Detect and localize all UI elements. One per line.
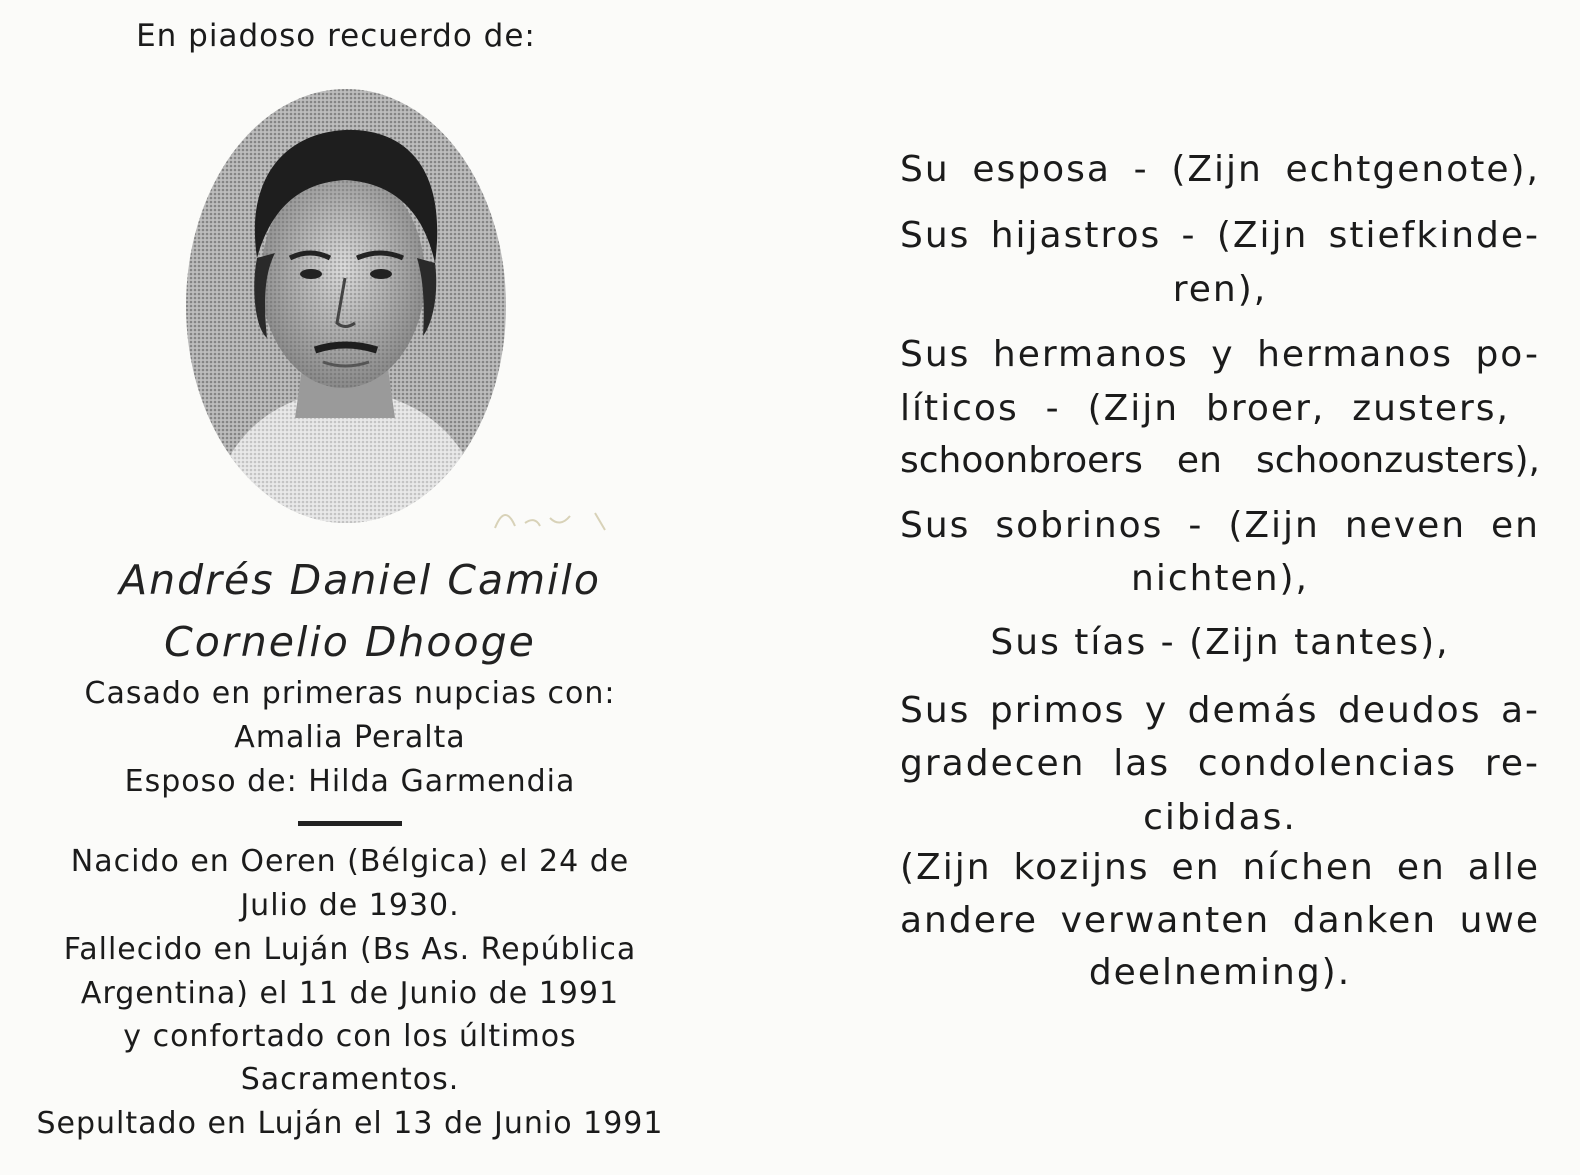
deceased-name-line1: Andrés Daniel Camilo [119,556,601,604]
died-line1: Fallecido en Luján (Bs As. República [63,932,637,967]
born-line2: Julio de 1930. [240,888,460,923]
text-line: Sus tías - (Zijn tantes), [990,622,1450,663]
text-line: Sus hermanos y hermanos po- [900,334,1540,375]
text-line: Su esposa - (Zijn echtgenote), [900,149,1540,190]
born-line1: Nacido en Oeren (Bélgica) el 24 de [70,844,630,879]
died-line2: Argentina) el 11 de Junio de 1991 [80,976,620,1011]
card-heading: En piadoso recuerdo de: [136,18,536,54]
text-line: líticos - (Zijn broer, zusters, [900,388,1510,429]
marriage-label: Casado en primeras nupcias con: [84,676,616,711]
died-line3: y confortado con los últimos [123,1019,577,1054]
text-line: deelneming). [1088,952,1352,993]
text-line: Sus primos y demás deudos a- [900,690,1540,731]
portrait-photo [185,88,507,524]
divider [298,821,402,826]
spouse-line: Esposo de: Hilda Garmendia [124,764,576,799]
text-line: nichten), [1131,558,1309,599]
deceased-name-line2: Cornelio Dhooge [164,618,536,666]
text-line: Sus hijastros - (Zijn stiefkinde- [900,215,1540,256]
text-line: andere verwanten danken uwe [900,900,1540,941]
text-line: gradecen las condolencias re- [900,743,1540,784]
first-wife-name: Amalia Peralta [234,720,466,755]
buried-line: Sepultado en Luján el 13 de Junio 1991 [36,1106,664,1141]
text-line: Sus sobrinos - (Zijn neven en [900,505,1540,546]
memorial-card-left [20,0,680,1175]
text-line: (Zijn kozijns en níchen en alle [900,847,1540,888]
text-line: cibidas. [1143,797,1297,838]
memorial-card-right [900,0,1540,1175]
pencil-mark [490,498,620,538]
text-line: ren), [1172,269,1268,310]
text-line: schoonbroers en schoonzusters), [900,440,1540,481]
died-line4: Sacramentos. [240,1062,460,1097]
